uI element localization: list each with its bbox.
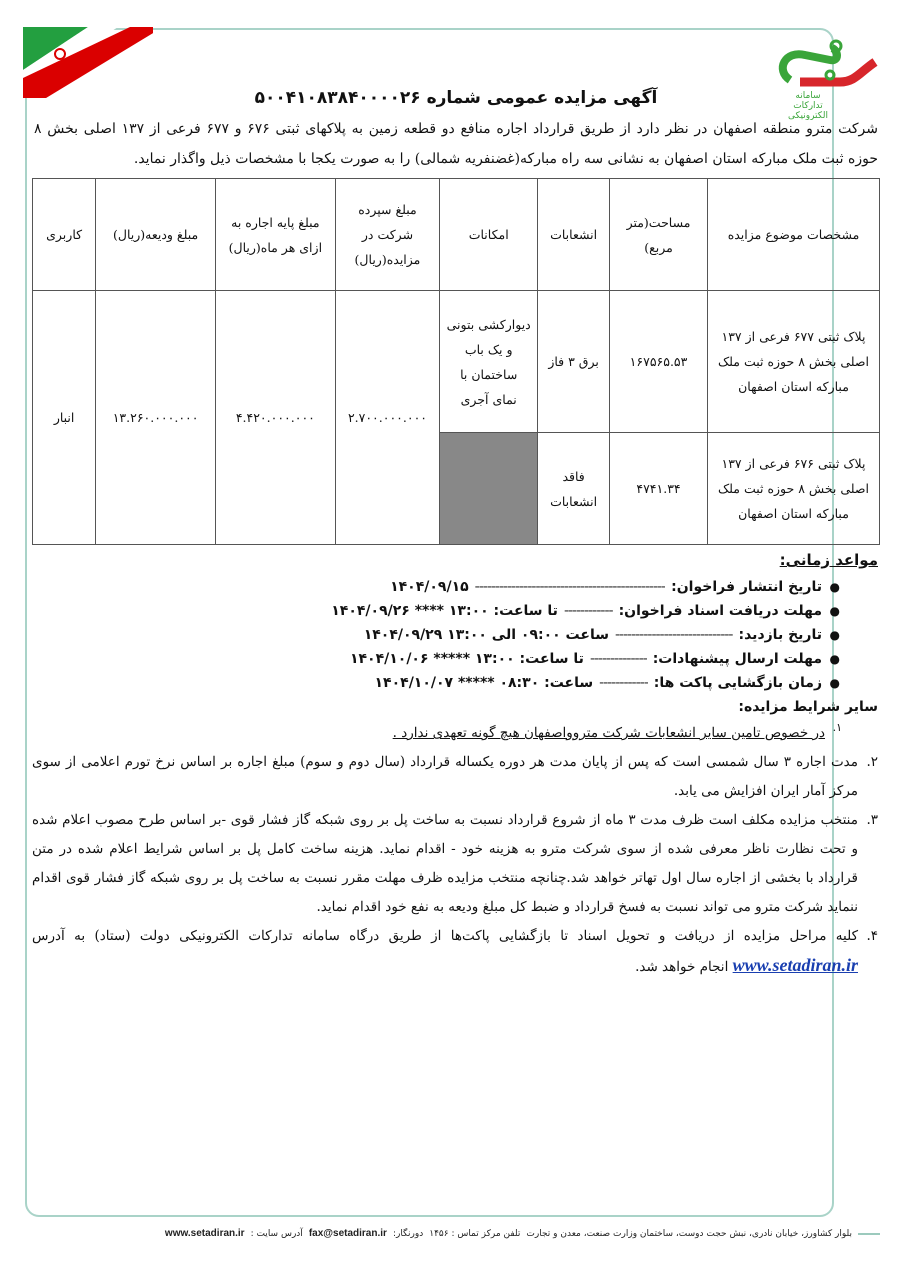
table-header-row — [33, 179, 880, 291]
cell-deposit: ۱۳.۲۶۰.۰۰۰.۰۰۰ — [96, 291, 216, 545]
cell-usage: انبار — [33, 291, 96, 545]
footer-site[interactable]: www.setadiran.ir — [164, 1228, 245, 1239]
table-row — [33, 291, 880, 433]
condition-item — [32, 806, 880, 922]
schedule-item — [32, 623, 880, 647]
footer-rule — [858, 1233, 880, 1235]
condition-item — [32, 748, 880, 806]
setadiran-link[interactable]: www.setadiran.ir — [732, 955, 858, 975]
schedule-heading: مواعد زمانی: — [779, 551, 878, 569]
schedule-item — [32, 671, 880, 695]
schedule-label: مهلت دریافت اسناد فراخوان: — [618, 603, 822, 619]
condition-item — [32, 922, 880, 982]
condition-number: ۴. — [866, 928, 878, 944]
schedule-label: تاریخ انتشار فراخوان: — [671, 579, 822, 595]
conditions-heading: سایر شرایط مزایده: — [738, 699, 878, 715]
footer-fax-label: دورنگار: — [392, 1228, 424, 1239]
header-subject: مشخصات موضوع مزایده — [708, 179, 880, 291]
header-participation-deposit: مبلغ سپرده شرکت در مزایده(ریال) — [335, 179, 440, 291]
bullet-icon: ● — [829, 628, 840, 642]
footer — [120, 1228, 880, 1239]
dash-leader: ----------------------------------------------- — [474, 579, 666, 595]
cell-facilities-empty — [440, 433, 538, 545]
schedule-item — [32, 599, 880, 623]
condition-text: در خصوص تامین سایر انشعابات شرکت متروواصفهان هیچ گونه تعهدی ندارد . — [392, 725, 825, 741]
cell-subject: پلاک ثبتی ۶۷۶ فرعی از ۱۳۷ اصلی بخش ۸ حوزه ثبت ملک مبارکه استان اصفهان — [708, 433, 880, 545]
bullet-icon: ● — [829, 580, 840, 594]
footer-site-label: آدرس سایت : — [250, 1228, 303, 1239]
dash-leader: -------------- — [589, 651, 647, 667]
dash-leader: ------------ — [563, 603, 613, 619]
header-facilities: امکانات — [440, 179, 538, 291]
notice-content — [32, 88, 880, 982]
svg-text:الکترونیکی: الکترونیکی — [788, 111, 828, 120]
schedule-label: مهلت ارسال پیشنهادات: — [652, 651, 822, 667]
cell-area: ۱۶۷۵۶۵.۵۳ — [610, 291, 708, 433]
bullet-icon: ● — [829, 676, 840, 690]
schedule-list — [32, 575, 880, 695]
schedule-value: ۱۴۰۴/۰۹/۱۵ — [390, 579, 469, 595]
header-usage: کاربری — [33, 179, 96, 291]
header-base-rent: مبلغ پایه اجاره به ازای هر ماه(ریال) — [215, 179, 335, 291]
schedule-value: ساعت ۰۹:۰۰ الی ۱۳:۰۰ ۱۴۰۴/۰۹/۲۹ — [363, 627, 609, 643]
condition-text: کلیه مراحل مزایده از دریافت و تحویل اسناد تا بازگشایی پاکت‌ها از طریق درگاه سامانه تدارکات الکترونیکی دولت (ستاد) به آدرس — [32, 928, 858, 944]
schedule-value: تا ساعت: ۱۳:۰۰ ***** ۱۴۰۴/۱۰/۰۶ — [349, 651, 584, 667]
iran-flag-icon — [18, 20, 153, 98]
condition-number: ۲. — [866, 754, 878, 770]
cell-utilities: برق ۳ فاز — [538, 291, 610, 433]
header-area: مساحت(متر مربع) — [610, 179, 708, 291]
svg-text:تدارکات: تدارکات — [793, 101, 823, 111]
footer-fax[interactable]: fax@setadiran.ir — [308, 1228, 387, 1239]
cell-area: ۴۷۴۱.۳۴ — [610, 433, 708, 545]
intro-paragraph: شرکت مترو منطقه اصفهان در نظر دارد از طریق قرارداد اجاره منافع دو قطعه زمین به پلاکهای ثبتی ۶۷۶ و ۶۷۷ فرعی از ۱۳۷ اصلی بخش ۸ حوزه ثبت ملک مبارکه استان اصفهان به نشانی سه راه مبارکه(غضنفریه شمالی) را به صورت یکجا با مشخصات ذیل واگذار نماید. — [34, 121, 878, 167]
dash-leader: ----------------------------- — [614, 627, 733, 643]
dash-leader: ------------ — [599, 675, 648, 691]
condition-number: ۱. — [832, 721, 842, 734]
bullet-icon: ● — [829, 652, 840, 666]
cell-participation-deposit: ۲.۷۰۰.۰۰۰.۰۰۰ — [335, 291, 440, 545]
notice-title: آگهی مزایده عمومی شماره ۵۰۰۴۱۰۸۳۸۴۰۰۰۰۲۶ — [254, 88, 658, 108]
footer-address: بلوار کشاورز، خیابان نادری، نبش حجت دوست، ساختمان وزارت صنعت، معدن و تجارت — [526, 1228, 852, 1239]
header-deposit: مبلغ ودیعه(ریال) — [96, 179, 216, 291]
svg-text:سامانه: سامانه — [795, 91, 821, 101]
header-utilities: انشعابات — [538, 179, 610, 291]
conditions-list — [32, 719, 880, 982]
schedule-item — [32, 575, 880, 599]
cell-facilities: دیوارکشی بتونی و یک باب ساختمان با نمای آجری — [440, 291, 538, 433]
cell-utilities: فاقد انشعابات — [538, 433, 610, 545]
schedule-label: زمان بازگشایی پاکت ها: — [653, 675, 822, 691]
schedule-value: تا ساعت: ۱۳:۰۰ **** ۱۴۰۴/۰۹/۲۶ — [331, 603, 558, 619]
bullet-icon: ● — [829, 604, 840, 618]
condition-number: ۳. — [866, 812, 878, 828]
schedule-label: تاریخ بازدید: — [738, 627, 822, 643]
condition-text: انجام خواهد شد. — [635, 959, 729, 975]
condition-text: مدت اجاره ۳ سال شمسی است که پس از پایان مدت هر دوره یکساله قرارداد (سال دوم و سوم) مبلغ اجاره بر اساس نرخ تورم اعلامی از سوی مرکز آمار ایران افزایش می یابد. — [32, 754, 858, 799]
auction-table — [32, 178, 880, 545]
condition-text: منتخب مزایده مکلف است ظرف مدت ۳ ماه از شروع قرارداد نسبت به ساخت پل بر روی شبکه گاز فشار قوی -بر اساس طرح مصوب اعلام شده و تحت نظارت ناظر معرفی شده از سوی شرکت مترو به هزینه خود - اقدام نماید. هزینه ساخت کامل پل بر اساس شرایط اعلام شده در متن قرارداد با بخشی از اجاره سال اول تهاتر خواهد شد.چنانچه منتخب مزایده ظرف مهلت مقرر نسبت به ساخت پل بر روی شبکه گاز فشار قوی اقدام ننماید شرکت مترو می تواند نسبت به فسخ قرارداد و ضبط کل مبلغ ودیعه به نفع خود اقدام نماید. — [32, 812, 858, 915]
schedule-value: ساعت: ۰۸:۳۰ ***** ۱۴۰۴/۱۰/۰۷ — [374, 675, 594, 691]
schedule-item — [32, 647, 880, 671]
footer-phone: تلفن مرکز تماس : ۱۴۵۶ — [429, 1228, 521, 1239]
cell-subject: پلاک ثبتی ۶۷۷ فرعی از ۱۳۷ اصلی بخش ۸ حوزه ثبت ملک مبارکه استان اصفهان — [708, 291, 880, 433]
condition-item — [32, 719, 880, 748]
cell-base-rent: ۴.۴۲۰.۰۰۰.۰۰۰ — [215, 291, 335, 545]
